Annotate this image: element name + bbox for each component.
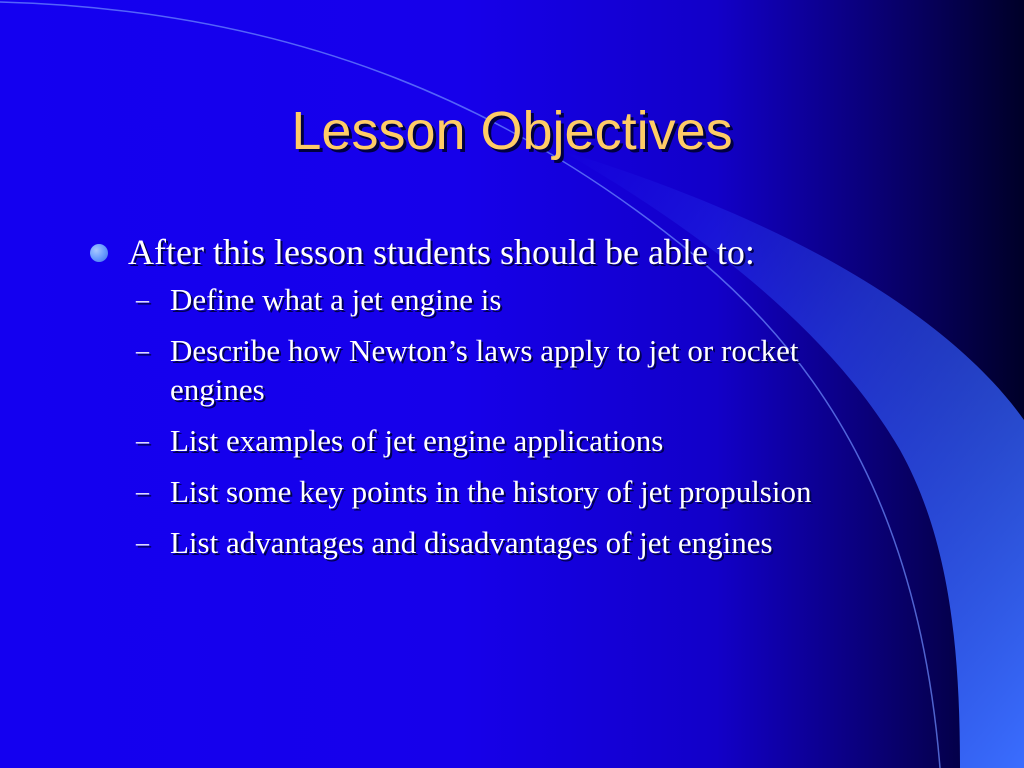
dash-icon: – (136, 336, 149, 365)
sub-bullet-text: List examples of jet engine applications (170, 423, 664, 458)
slide-content (90, 228, 950, 574)
sub-bullet-text: List advantages and disadvantages of jet engines (170, 525, 773, 560)
dash-icon: – (136, 426, 149, 455)
main-bullet-text: After this lesson students should be able to: (128, 232, 755, 272)
slide-title: Lesson Objectives (291, 101, 733, 161)
sub-bullet-text: Describe how Newton’s laws apply to jet or rocket engines (170, 333, 799, 407)
sub-bullet (136, 472, 950, 511)
sub-bullet (136, 421, 950, 460)
main-bullet (90, 228, 950, 276)
sub-bullet (136, 331, 950, 409)
dash-icon: – (136, 285, 149, 314)
sub-bullet-text: Define what a jet engine is (170, 282, 502, 317)
sub-bullet (136, 280, 950, 319)
bullet-dot-icon (90, 244, 108, 262)
dash-icon: – (136, 528, 149, 557)
sub-bullet-text: List some key points in the history of jet propulsion (170, 474, 812, 509)
dash-icon: – (136, 477, 149, 506)
sub-bullet-list (90, 280, 950, 562)
sub-bullet (136, 523, 950, 562)
